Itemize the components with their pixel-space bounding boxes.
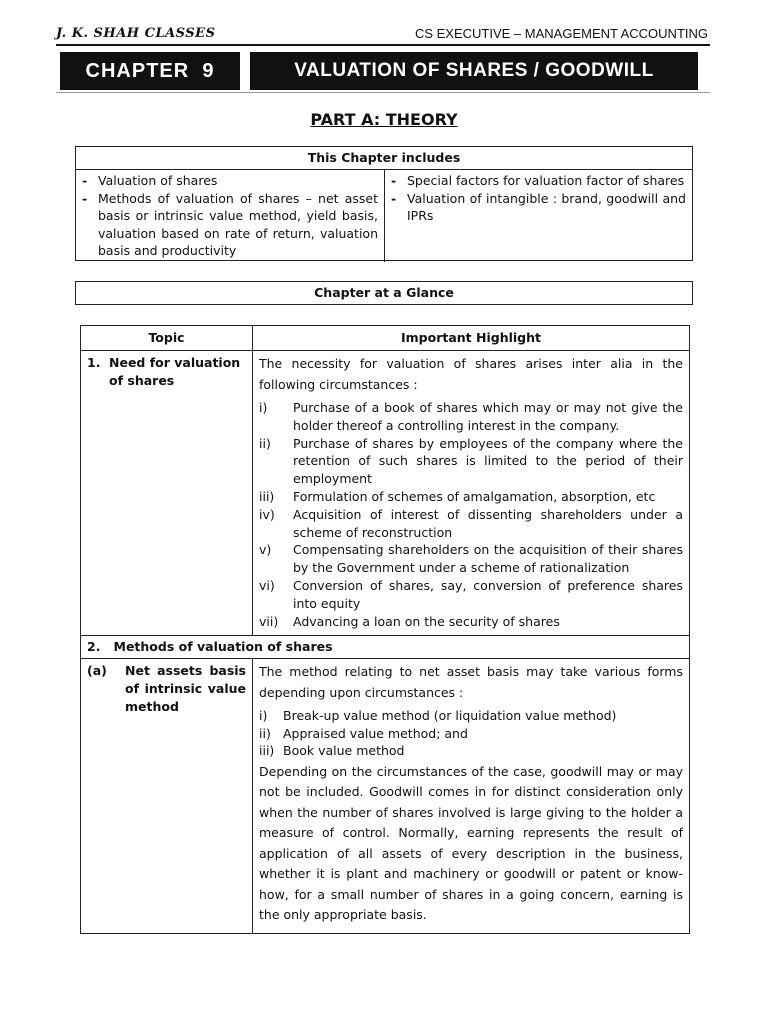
part-title: PART A: THEORY [310,110,458,129]
list-item: vi) Conversion of shares, say, conversion of preference shares into equity [259,577,683,611]
chapter-title-banner: VALUATION OF SHARES / GOODWILL [250,52,698,90]
list-item: vii) Advancing a loan on the security of shares [259,613,560,629]
list-item: i) Purchase of a book of shares which may or may not give the holder thereof a controlling interest in the company. [259,400,683,433]
includes-right-column [385,170,692,262]
row1-intro: The necessity for valuation of shares arises inter alia in the following circumstances : [259,356,683,392]
chapter-includes-box [75,146,693,261]
list-item: ii) Appraised value method; and [259,725,468,741]
table-header-row [81,326,689,351]
header-divider [56,44,710,46]
chapter-at-a-glance-heading: Chapter at a Glance [75,281,693,305]
table-row [81,351,689,636]
includes-left-column [76,170,385,262]
goodwill-paragraph: Depending on the circumstances of the case, goodwill may or may not be included. Goodwill comes in for distinct consideration only when the number of shares involved is large giving to the holder a measure of control. Normally, earning represents the result of application of all assets of every description in the business, whether it is plant and machinery or goodwill or patent or know-how, for a small number of shares in a going concern, earning is the only appropriate basis. [259,763,683,923]
topic-need-for-valuation: 1. Need for valuation of shares [87,355,241,388]
topic-net-assets-basis: (a) Net assets basis of intrinsic value method [87,663,246,715]
banner-divider [56,92,710,93]
list-item: i) Break-up value method (or liquidation value method) [259,708,617,724]
institute-name: J. K. SHAH CLASSES [56,26,216,41]
list-item: v) Compensating shareholders on the acquisition of their shares by the Government under a scheme of rationalization [259,542,683,576]
list-item: ii) Purchase of shares by employees of the company where the retention of such shares is limited to the period of their employment [259,435,683,487]
table-row [81,659,689,933]
list-item: iii) Formulation of schemes of amalgamation, absorption, etc [259,488,656,504]
highlight-column-header: Important Highlight [401,330,541,345]
methods-list [259,707,683,760]
highlights-table [80,325,690,934]
list-item: iii) Book value method [259,743,405,759]
list-item: - Valuation of intangible : brand, goodwill and IPRs [391,190,686,223]
methods-section-heading: 2. Methods of valuation of shares [87,639,333,655]
list-item: - Special factors for valuation factor of shares [391,173,685,188]
list-item: iv) Acquisition of interest of dissenting shareholders under a scheme of reconstruction [259,506,683,540]
list-item: - Valuation of shares [82,173,218,188]
course-title: CS EXECUTIVE – MANAGEMENT ACCOUNTING [414,26,708,41]
topic-column-header: Topic [81,326,253,350]
row3-intro: The method relating to net asset basis may take various forms depending upon circumstances : [259,664,683,700]
list-item: - Methods of valuation of shares – net asset basis or intrinsic value method, yield basis, valuation based on rate of return, valuation basis and productivity [82,190,378,258]
includes-heading: This Chapter includes [76,147,692,170]
chapter-number-banner: CHAPTER 9 [60,52,240,90]
table-row [81,636,689,659]
circumstances-list [259,399,683,630]
